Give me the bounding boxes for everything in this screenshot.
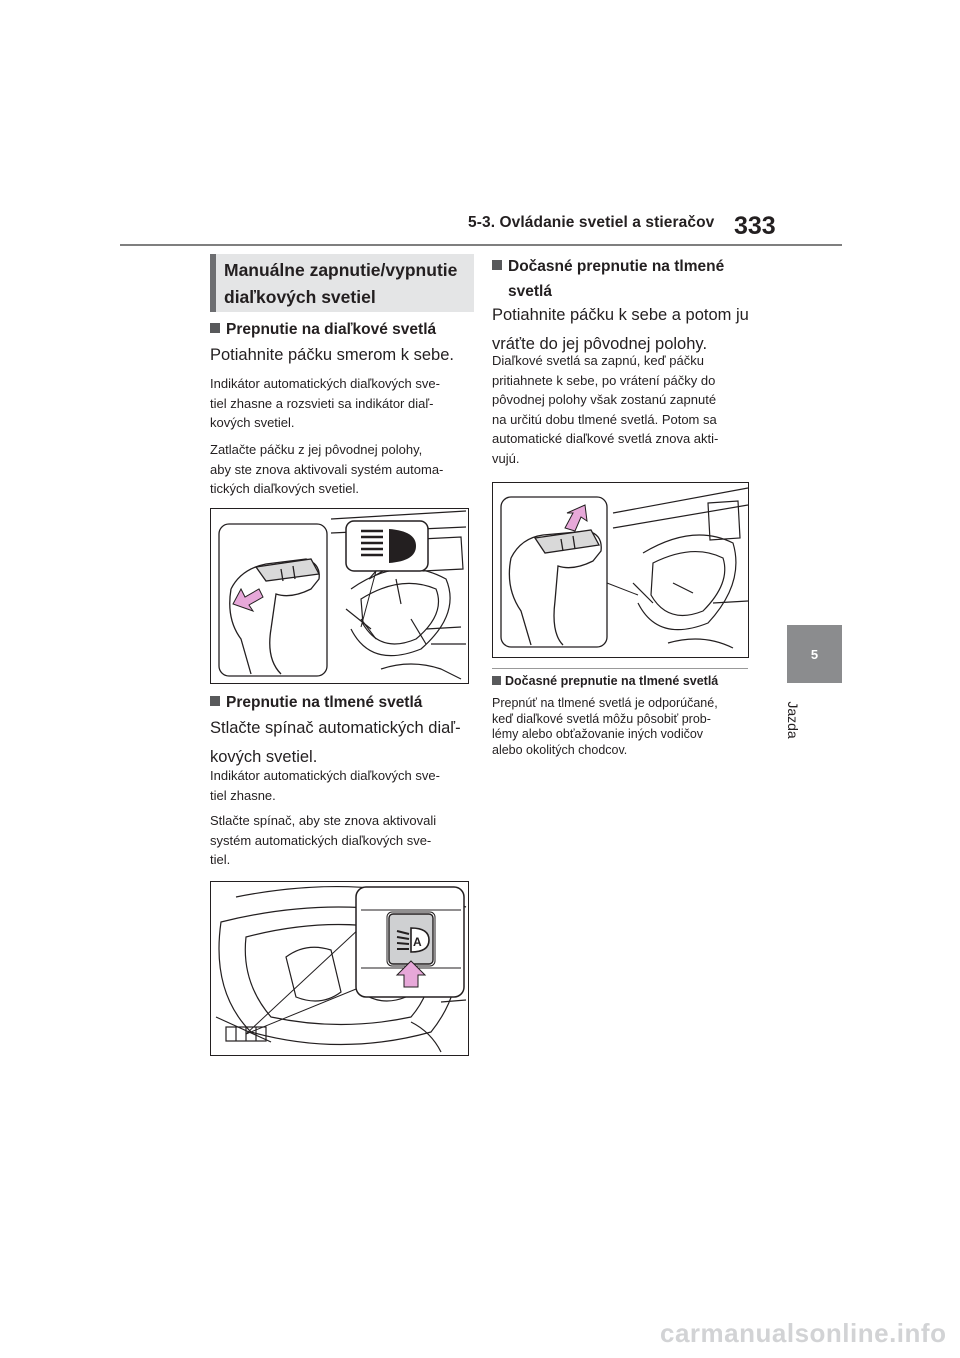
chapter-tab: [787, 625, 842, 683]
paragraph-low-beam-1: Indikátor automatických diaľkových sve- tiel zhasne.: [210, 768, 440, 803]
figure-lever-pull-high-beam: [210, 508, 469, 684]
bullet-square-icon: [210, 323, 220, 333]
subheading-low-beam: Prepnutie na tlmené svetlá: [210, 690, 422, 715]
note-body: Prepnúť na tlmené svetlá je odporúčané, keď diaľkové svetlá môžu pôsobiť prob- lémy alebo obťažovanie iných vodičov alebo okolitých chodcov.: [492, 696, 718, 757]
lead-temporary-low-beam: Potiahnite páčku k sebe a potom ju vráťte do jej pôvodnej polohy.: [492, 306, 749, 353]
note-heading: Dočasné prepnutie na tlmené svetlá: [492, 674, 718, 688]
figure-2-illustration: [211, 882, 468, 1055]
subheading-temporary-low-beam: Dočasné prepnutie na tlmené svetlá: [492, 254, 754, 304]
switch-letter: A: [413, 935, 422, 949]
paragraph-temporary-low-beam: Diaľkové svetlá sa zapnú, keď páčku pritiahnete k sebe, po vrátení páčky do pôvodnej polohy však zostanú zapnuté na určitú dobu tlmené svetlá. Potom sa automatické diaľkové svetlá znova akti- vujú.: [492, 353, 719, 466]
paragraph-high-beam-2: Zatlačte páčku z jej pôvodnej polohy, aby ste znova aktivovali systém automa- tických diaľkových svetiel.: [210, 442, 444, 496]
figure-1-illustration: [211, 509, 468, 683]
bullet-square-icon: [492, 260, 502, 270]
figure-lever-temporary-low-beam: [492, 482, 749, 658]
figure-auto-high-beam-switch: [210, 881, 469, 1056]
chapter-label: Jazda: [784, 701, 801, 739]
lead-low-beam: Stlačte spínač automatických diaľ- kových svetiel.: [210, 719, 461, 766]
note-divider: [492, 668, 748, 669]
running-header: 5-3. Ovládanie svetiel a stieračov: [468, 214, 715, 231]
paragraph-high-beam-1: Indikátor automatických diaľkových sve- tiel zhasne a rozsvieti sa indikátor diaľ- kových svetiel.: [210, 376, 440, 430]
chapter-number: 5: [810, 646, 819, 662]
bullet-square-icon: [210, 696, 220, 706]
subheading-high-beam: Prepnutie na diaľkové svetlá: [210, 317, 436, 342]
page-number: 333: [734, 212, 776, 240]
figure-3-illustration: [493, 483, 748, 657]
chapter-label-container: [775, 690, 810, 750]
section-title: Manuálne zapnutie/vypnutie diaľkových svetiel: [224, 260, 458, 307]
bullet-square-icon: [492, 676, 501, 685]
paragraph-low-beam-2: Stlačte spínač, aby ste znova aktivovali systém automatických diaľkových sve- tiel.: [210, 813, 437, 867]
watermark-text[interactable]: carmanualsonline.info: [660, 1318, 947, 1348]
lead-high-beam: Potiahnite páčku smerom k sebe.: [210, 346, 454, 364]
header-rule: [120, 244, 842, 246]
